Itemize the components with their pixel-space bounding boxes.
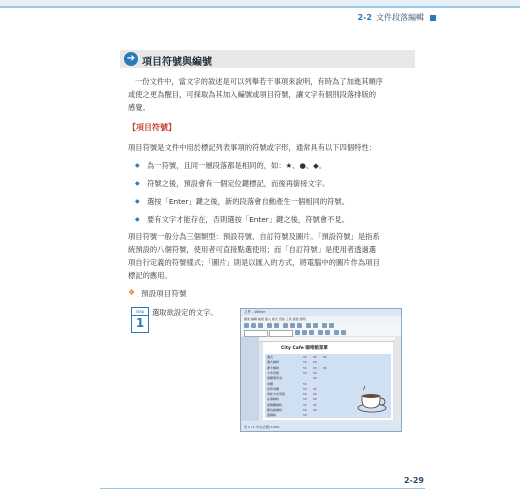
table-icon	[322, 323, 327, 328]
types-line-1: 項目符號一般分為三個類型：預設符號、自訂符號及圖片。「預設符號」是指系	[128, 232, 380, 241]
underline-icon	[309, 330, 314, 335]
bullet-diamond-icon: ◆	[135, 198, 140, 205]
bullet-item: 選按「Enter」鍵之後，新的段落會自動產生一個相同的符號。	[147, 197, 350, 206]
coffee-cup-icon	[357, 386, 389, 414]
undo-icon	[306, 323, 311, 328]
preview-icon	[274, 323, 279, 328]
bullet-item: 符號之後，預設會有一個定位鍵標記，而後再銜接文字。	[147, 179, 330, 188]
row-price: 88	[323, 365, 327, 370]
align-center-icon	[325, 330, 330, 335]
row-label: 卡布奇諾	[267, 370, 280, 375]
intro-line-3: 感覺。	[128, 103, 150, 112]
row-price: 58	[303, 392, 307, 397]
bold-icon	[295, 330, 300, 335]
row-price: 68	[313, 392, 317, 397]
row-price: 68	[313, 386, 317, 391]
chapter-number: 2-2	[357, 13, 372, 22]
row-price: 68	[313, 402, 317, 407]
row-price: 68	[313, 370, 317, 375]
style-select	[244, 330, 268, 337]
chapter-header	[358, 12, 424, 23]
bullet-item: 要有文字才能存在，否則選按「Enter」鍵之後，符號會不見。	[147, 215, 350, 224]
bullet-diamond-icon: ◆	[135, 162, 140, 169]
row-label: 維也納咖啡	[267, 408, 283, 412]
row-price: 58	[303, 397, 307, 402]
definition-text: 項目符號是文件中用於標記列表事項的符號或字形，通常具有以下四個特性：	[128, 143, 377, 152]
toolbar-standard	[241, 322, 401, 329]
row-price: 58	[303, 402, 307, 407]
step-number: 1	[135, 316, 145, 330]
paste-icon	[297, 323, 302, 328]
row-price: 68	[313, 360, 317, 365]
window-title-bar	[241, 309, 401, 316]
row-price: 88	[323, 355, 327, 359]
document-page	[263, 342, 393, 420]
table-row	[267, 413, 367, 419]
row-label: 摩卡咖啡	[267, 365, 280, 370]
print-icon	[267, 323, 272, 328]
step-tag: step	[132, 308, 148, 316]
row-price: 58	[303, 381, 307, 386]
row-price: 58	[303, 355, 307, 359]
image-icon	[329, 323, 334, 328]
app-screenshot	[240, 308, 402, 432]
row-label: 黑咖啡	[267, 413, 277, 418]
row-price: 58	[303, 386, 307, 391]
footer-rule	[100, 488, 425, 489]
step-badge	[131, 307, 149, 333]
subheading: 【項目符號】	[128, 123, 176, 132]
row-label: 拿鐵	[267, 381, 274, 386]
status-bar	[241, 423, 401, 431]
step-instruction: 選取欲設定的文字。	[152, 308, 218, 317]
row-label: 冰滴咖啡	[267, 397, 280, 402]
section-title: 項目符號與編號	[142, 57, 212, 68]
bullet-item: 為一符號，且同一層段落都是相同的，如：★、●、◆。	[147, 161, 327, 170]
arrow-right-icon: ➔	[124, 52, 138, 66]
row-price: 58	[303, 360, 307, 365]
types-line-3: 項自行定義的符號樣式；「圖片」則是以匯入的方式，將電腦中的圖片作為項目	[128, 258, 380, 267]
types-line-4: 標記的應用。	[128, 271, 172, 280]
types-line-2: 統預設的八個符號，使用者可直接點選使用；而「自訂符號」是使用者透過選	[128, 245, 377, 254]
row-price: 68	[313, 355, 317, 359]
row-label: 香草拿鐵	[267, 386, 280, 391]
chapter-marker-icon	[430, 15, 436, 21]
row-label: 義式	[267, 355, 274, 359]
italic-icon	[302, 330, 307, 335]
bullet-diamond-icon: ◆	[135, 216, 140, 223]
intro-line-1: 一份文件中，當文字的敘述是可以列舉若干事項來說明，有時為了加進其順序	[135, 77, 384, 86]
diamond-icon: ❖	[128, 288, 136, 297]
preset-heading: 預設項目符號	[141, 289, 187, 298]
toolbar-formatting	[241, 329, 401, 336]
row-price: 68	[313, 397, 317, 402]
redo-icon	[313, 323, 318, 328]
chapter-title: 文件段落編輯	[376, 13, 424, 22]
row-price: 58	[303, 365, 307, 370]
intro-line-2: 或使之更為醒目，可採取為其加入編號或項目符號，讓文字有個別段落排版的	[128, 90, 377, 99]
row-price: 68	[313, 376, 317, 381]
new-icon	[244, 323, 249, 328]
row-label: 焦糖瑪奇朵	[267, 376, 283, 381]
row-label: 愛爾蘭咖啡	[267, 402, 283, 407]
align-left-icon	[318, 330, 323, 335]
copy-icon	[290, 323, 295, 328]
numbering-icon	[334, 330, 339, 335]
row-price: 58	[303, 413, 307, 418]
font-select	[269, 330, 293, 337]
row-label: 義式咖啡	[267, 360, 280, 365]
doc-title: City Cafe 咖啡館菜單	[281, 346, 328, 351]
menu-items: 檔案 編輯 檢視 插入 格式 表格 工具 視窗 說明	[244, 317, 306, 321]
side-panel	[241, 337, 259, 421]
bullets-icon	[341, 330, 346, 335]
row-price: 58	[303, 408, 307, 412]
status-text: 頁 1 / 1 中文(台灣) 100%	[244, 425, 280, 429]
cut-icon	[283, 323, 288, 328]
save-icon	[258, 323, 263, 328]
row-price: 68	[313, 408, 317, 412]
top-rule	[0, 6, 520, 8]
row-label: 肉桂卡布奇諾	[267, 392, 286, 397]
window-title: 文件 - Writer	[244, 310, 266, 314]
page-number: 2-29	[403, 476, 424, 485]
scrollbar	[395, 337, 401, 423]
row-price: 58	[303, 370, 307, 375]
bullet-diamond-icon: ◆	[135, 180, 140, 187]
open-icon	[251, 323, 256, 328]
row-price: 68	[313, 365, 317, 370]
